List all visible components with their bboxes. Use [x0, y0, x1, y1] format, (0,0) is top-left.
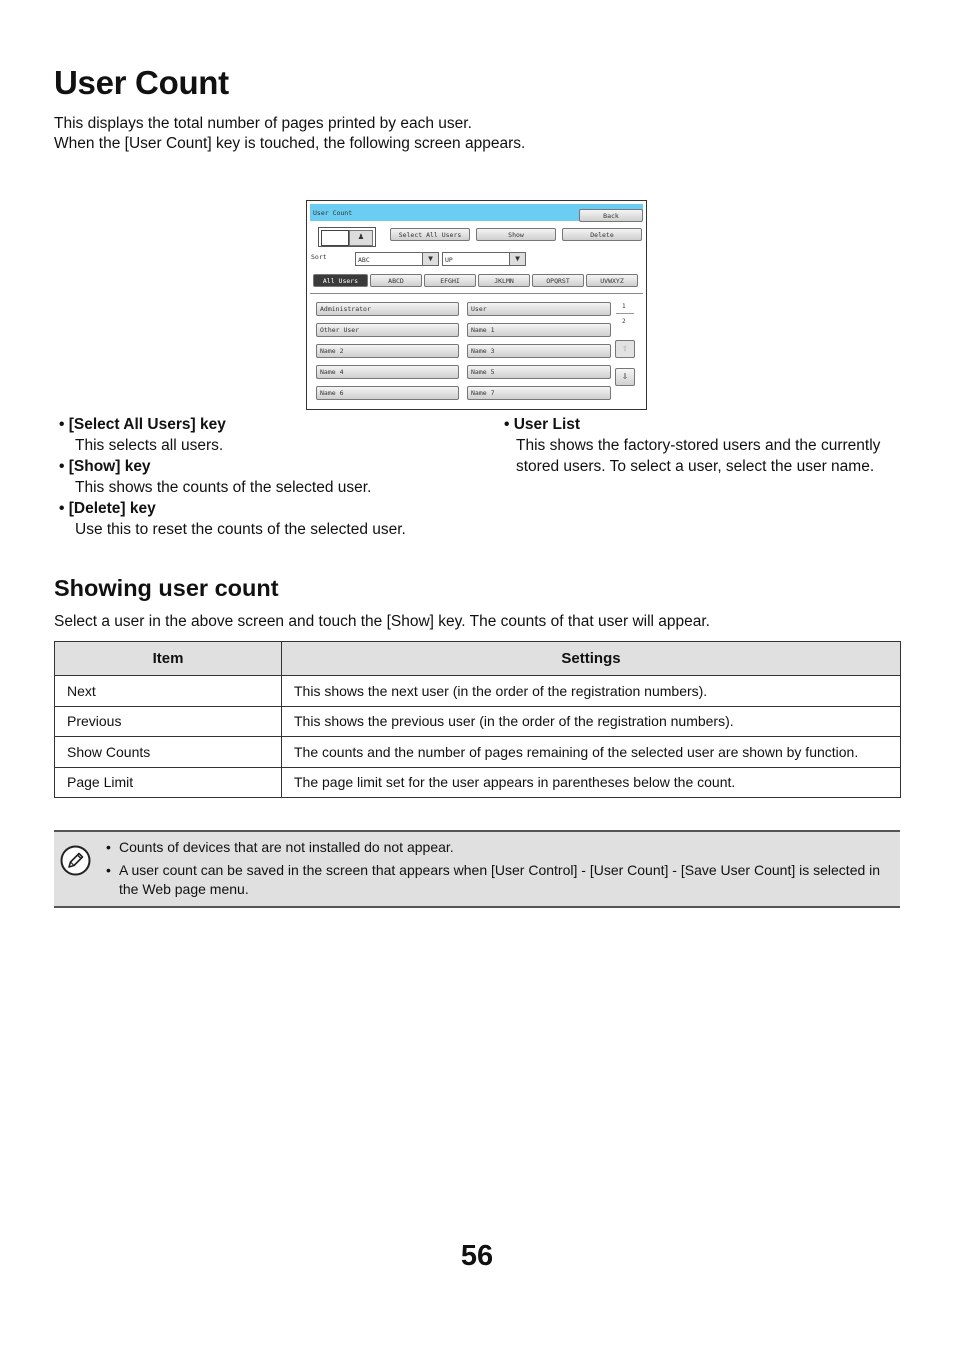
delete-key-description	[59, 498, 406, 540]
table-cell-item: Page Limit	[55, 767, 282, 798]
order-select[interactable]	[442, 252, 526, 266]
up-arrow-icon[interactable]: ⇧	[615, 340, 635, 358]
screen-title: User Count	[313, 209, 353, 217]
section-heading: Showing user count	[54, 575, 279, 601]
header-item: Item	[55, 642, 282, 676]
user-list-item[interactable]: User	[467, 302, 611, 316]
table-cell-setting: The page limit set for the user appears in parentheses below the count.	[282, 767, 901, 798]
section-lead: Select a user in the above screen and touch the [Show] key. The counts of that user will appear.	[54, 613, 710, 630]
tab-efghi[interactable]: EFGHI	[424, 274, 476, 287]
user-selection-box[interactable]	[318, 227, 376, 247]
down-arrow-icon[interactable]: ⇩	[615, 368, 635, 386]
page-number: 56	[460, 1240, 494, 1272]
user-list-item[interactable]: Name 3	[467, 344, 611, 358]
note-box	[54, 830, 900, 908]
user-list-item[interactable]: Name 5	[467, 365, 611, 379]
user-list-item[interactable]: Name 7	[467, 386, 611, 400]
show-button[interactable]: Show	[476, 228, 556, 241]
table-row	[55, 706, 901, 737]
select-all-users-button[interactable]: Select All Users	[390, 228, 470, 241]
note-item: • Counts of devices that are not installed do not appear.	[106, 838, 896, 858]
intro-line: When the [User Count] key is touched, the following screen appears.	[54, 135, 526, 152]
table-header-row	[55, 642, 901, 676]
back-button[interactable]: Back	[579, 209, 643, 222]
key-label: • User List	[504, 416, 581, 433]
page-current: 1	[622, 303, 626, 310]
screen-titlebar	[310, 204, 643, 221]
select-all-key-description	[59, 414, 226, 456]
sort-select[interactable]	[355, 252, 439, 266]
table-cell-setting: This shows the next user (in the order of the registration numbers).	[282, 676, 901, 707]
table-row	[55, 737, 901, 768]
key-desc: Use this to reset the counts of the selected user.	[75, 521, 406, 538]
key-desc: stored users. To select a user, select the user name.	[516, 458, 875, 475]
user-list-item[interactable]: Name 4	[316, 365, 459, 379]
intro-text	[54, 114, 525, 154]
key-label: • [Show] key	[59, 458, 151, 475]
pencil-note-icon	[60, 845, 91, 876]
key-label: • [Select All Users] key	[59, 416, 226, 433]
table-cell-item: Previous	[55, 706, 282, 737]
user-list-item[interactable]: Name 6	[316, 386, 459, 400]
dropdown-arrow-icon[interactable]: ▼	[422, 253, 438, 265]
page-title: User Count	[54, 64, 229, 101]
user-count-screen	[306, 200, 647, 410]
tab-jklmn[interactable]: JKLMN	[478, 274, 530, 287]
key-desc: This selects all users.	[75, 437, 224, 454]
note-item: • A user count can be saved in the screen that appears when [User Control] - [User Count] - [Save User Count] is selected in the Web page menu.	[106, 861, 896, 900]
header-settings: Settings	[282, 642, 901, 676]
user-list-item[interactable]: Other User	[316, 323, 459, 337]
table-cell-item: Next	[55, 676, 282, 707]
sort-value: ABC	[358, 256, 370, 264]
settings-table	[54, 641, 901, 798]
dropdown-arrow-icon[interactable]: ▼	[509, 253, 525, 265]
table-row	[55, 767, 901, 798]
tab-abcd[interactable]: ABCD	[370, 274, 422, 287]
user-list-item[interactable]: Name 1	[467, 323, 611, 337]
screen-divider	[310, 293, 643, 294]
page-divider	[616, 313, 634, 314]
table-cell-setting: This shows the previous user (in the order of the registration numbers).	[282, 706, 901, 737]
tab-all-users[interactable]: All Users	[313, 274, 368, 287]
table-cell-item: Show Counts	[55, 737, 282, 768]
key-desc: This shows the counts of the selected user.	[75, 479, 372, 496]
intro-line: This displays the total number of pages printed by each user.	[54, 115, 472, 132]
user-list-item[interactable]: Name 2	[316, 344, 459, 358]
show-key-description	[59, 456, 371, 498]
tab-uvwxyz[interactable]: UVWXYZ	[586, 274, 638, 287]
user-field[interactable]	[321, 230, 349, 246]
key-desc: This shows the factory-stored users and the currently	[516, 437, 881, 454]
table-row	[55, 676, 901, 707]
order-value: UP	[445, 256, 453, 264]
delete-button[interactable]: Delete	[562, 228, 642, 241]
tab-opqrst[interactable]: OPQRST	[532, 274, 584, 287]
table-cell-setting: The counts and the number of pages remaining of the selected user are shown by function.	[282, 737, 901, 768]
sort-label: Sort	[311, 253, 327, 261]
page-total: 2	[622, 318, 626, 325]
user-select-icon[interactable]: ♟	[349, 230, 373, 246]
note-list	[106, 838, 896, 903]
key-label: • [Delete] key	[59, 500, 156, 517]
user-list-description	[504, 414, 880, 477]
user-list-item[interactable]: Administrator	[316, 302, 459, 316]
